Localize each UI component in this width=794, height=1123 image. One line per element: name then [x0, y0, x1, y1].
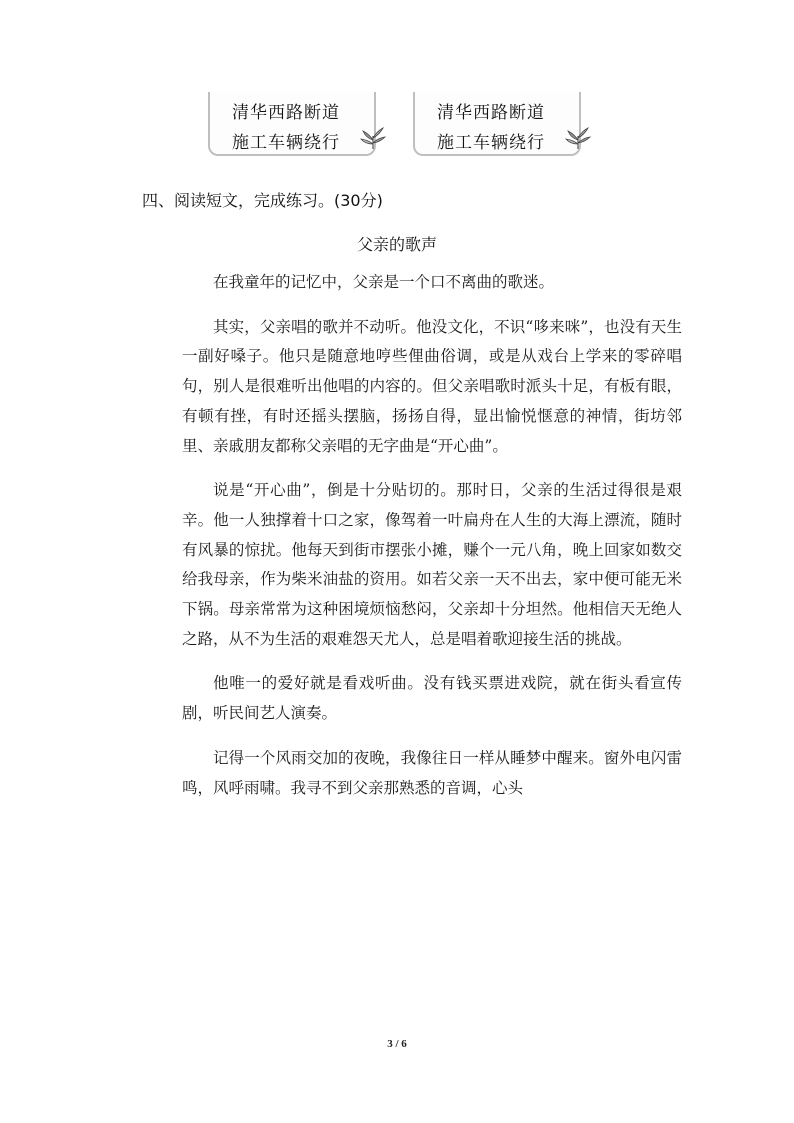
section-heading: 四、阅读短文，完成练习。(30分) — [142, 191, 383, 210]
sign-line-2: 施工车辆绕行 — [437, 133, 545, 153]
plant-icon — [360, 126, 386, 150]
road-sign-left — [208, 92, 376, 156]
page-number: 3 / 6 — [387, 1038, 407, 1050]
paragraph: 其实，父亲唱的歌并不动听。他没文化，不识“哆来咪”，也没有天生一副好嗓子。他只是随意地哼些俚曲俗调，或是从戏台上学来的零碎唱句，别人是很难听出他唱的内容的。但父亲唱歌时派头十足，有板有眼，有顿有挫，有时还摇头摆脑，扬扬自得，显出愉悦惬意的神情，街坊邻里、亲戚朋友都称父亲唱的无字曲是“开心曲”。 — [182, 317, 682, 455]
paragraph: 记得一个风雨交加的夜晚，我像往日一样从睡梦中醒来。窗外电闪雷鸣，风呼雨啸。我寻不到父亲那熟悉的音调，心头 — [182, 748, 682, 797]
sign-line-1: 清华西路断道 — [437, 103, 545, 123]
sign-line-2: 施工车辆绕行 — [232, 133, 340, 153]
passage-title: 父亲的歌声 — [356, 235, 437, 254]
sign-line-1: 清华西路断道 — [232, 103, 340, 123]
sign-images-row — [208, 92, 588, 162]
road-sign-right — [413, 92, 581, 156]
paragraph: 他唯一的爱好就是看戏听曲。没有钱买票进戏院，就在街头看宣传剧，听民间艺人演奏。 — [182, 674, 682, 723]
paragraph: 说是“开心曲”，倒是十分贴切的。那时日，父亲的生活过得很是艰辛。他一人独撑着十口之家，像驾着一叶扁舟在人生的大海上漂流，随时有风暴的惊扰。他每天到街市摆张小摊，赚个一元八角，晚上回家如数交给我母亲，作为柴米油盐的资用。如若父亲一天不出去，家中便可能无米下锅。母亲常常为这种困境烦恼愁闷，父亲却十分坦然。他相信天无绝人之路，从不为生活的艰难怨天尤人，总是唱着歌迎接生活的挑战。 — [182, 481, 682, 648]
plant-icon — [565, 126, 591, 150]
paragraph: 在我童年的记忆中，父亲是一个口不离曲的歌迷。 — [213, 273, 555, 291]
passage-body — [182, 268, 682, 818]
